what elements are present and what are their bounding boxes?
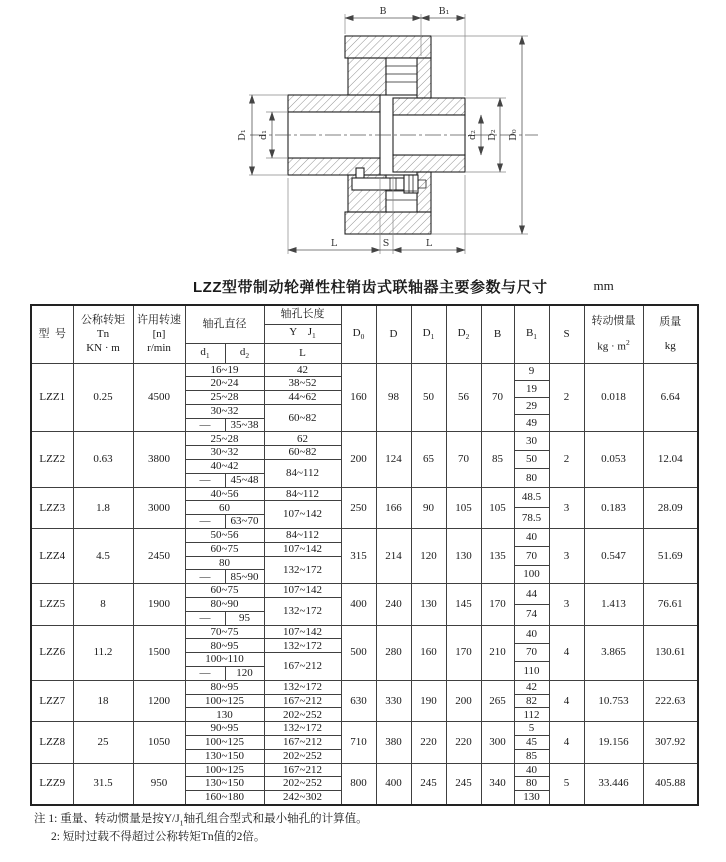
cell-length: 202~252 <box>264 777 341 791</box>
header-L: L <box>264 343 341 363</box>
header-mass-unit: kg <box>664 339 676 352</box>
cell-length: 62 <box>264 432 341 446</box>
b1-value: 29 <box>515 397 549 414</box>
cell-length: 132~172 <box>264 598 341 626</box>
b1-value: 112 <box>515 707 549 721</box>
cell-B: 135 <box>481 529 514 584</box>
page-title: LZZ型带制动轮弹性柱销齿式联轴器主要参数与尺寸 <box>193 278 548 296</box>
cell-length: 107~142 <box>264 501 341 529</box>
cell-length: 60~82 <box>264 446 341 460</box>
cell-length: 132~172 <box>264 639 341 653</box>
cell-speed: 950 <box>133 763 185 805</box>
table-body <box>31 363 698 805</box>
header-inertia-cn: 转动惯量 <box>591 315 636 328</box>
cell-length: 132~172 <box>264 680 341 694</box>
cell-torque: 25 <box>73 722 133 763</box>
b1-value: 48.5 <box>521 491 542 504</box>
cell-speed: 2450 <box>133 529 185 584</box>
header-D0: $D_0$ <box>341 305 376 363</box>
cell-bore-d1: — <box>185 418 225 432</box>
cell-bore-range: 130~150 <box>185 777 264 791</box>
cell-D0: 400 <box>341 584 376 625</box>
cell-torque: 11.2 <box>73 625 133 680</box>
cell-bore-d2: 45~48 <box>225 473 264 487</box>
cell-torque: 1.8 <box>73 487 133 528</box>
cell-D0: 200 <box>341 432 376 487</box>
cell-length: 38~52 <box>264 377 341 391</box>
dim-label-L-right: L <box>425 238 433 249</box>
b1-value: 40 <box>526 763 537 776</box>
cell-D0: 315 <box>341 529 376 584</box>
table-row <box>31 432 698 446</box>
cell-inertia: 0.018 <box>584 363 643 432</box>
cell-bore-range: 60~75 <box>185 584 264 598</box>
b1-value: 45 <box>515 735 549 749</box>
cell-mass: 12.04 <box>643 432 698 487</box>
cell-D: 400 <box>376 763 411 805</box>
cell-length: 202~252 <box>264 708 341 722</box>
table-row <box>31 722 698 736</box>
cell-D2: 105 <box>446 487 481 528</box>
cell-bore-d2: 120 <box>225 667 264 681</box>
table-row <box>31 763 698 777</box>
cell-mass: 222.63 <box>643 680 698 721</box>
footnotes <box>34 811 726 847</box>
cell-bore-d2: 63~70 <box>225 515 264 529</box>
cell-speed: 3800 <box>133 432 185 487</box>
cell-D1: 90 <box>411 487 446 528</box>
cell-model: LZZ3 <box>31 487 73 528</box>
b1-value: 110 <box>515 661 549 679</box>
cell-bore-range: 100~125 <box>185 736 264 750</box>
cell-speed: 3000 <box>133 487 185 528</box>
cell-length: 84~112 <box>264 460 341 488</box>
cell-D1: 190 <box>411 680 446 721</box>
cell-D: 98 <box>376 363 411 432</box>
cell-torque: 4.5 <box>73 529 133 584</box>
cell-torque: 0.63 <box>73 432 133 487</box>
cell-bore-range: 80~95 <box>185 639 264 653</box>
b1-value: 40 <box>526 628 537 641</box>
b1-value: 30 <box>526 434 537 447</box>
cell-torque: 31.5 <box>73 763 133 805</box>
b1-value: 49 <box>515 414 549 431</box>
dim-label-B1: B₁ <box>438 6 450 17</box>
cell-B1 <box>514 584 549 625</box>
dim-label-B: B <box>379 6 387 17</box>
dim-label-S: S <box>382 238 390 249</box>
cell-bore-range: 130~150 <box>185 749 264 763</box>
cell-speed: 1050 <box>133 722 185 763</box>
cell-S: 4 <box>549 722 584 763</box>
cell-D0: 250 <box>341 487 376 528</box>
cell-B1 <box>514 529 549 584</box>
cell-D1: 220 <box>411 722 446 763</box>
b1-value: 40 <box>526 531 537 544</box>
header-torque-unit: KN · m <box>86 342 120 355</box>
cell-D: 214 <box>376 529 411 584</box>
cell-torque: 18 <box>73 680 133 721</box>
cell-length: 44~62 <box>264 391 341 405</box>
cell-torque: 8 <box>73 584 133 625</box>
cell-speed: 1900 <box>133 584 185 625</box>
header-mass-cn: 质量 <box>659 316 682 329</box>
cell-bore-d2: 95 <box>225 611 264 625</box>
cell-D1: 50 <box>411 363 446 432</box>
cell-bore-range: 90~95 <box>185 722 264 736</box>
cell-speed: 1500 <box>133 625 185 680</box>
cell-D1: 160 <box>411 625 446 680</box>
cell-B: 210 <box>481 625 514 680</box>
b1-value: 9 <box>528 365 535 378</box>
header-bore-length: 轴孔长度 <box>264 305 341 324</box>
cell-length: 167~212 <box>264 763 341 777</box>
b1-value: 85 <box>515 749 549 763</box>
cell-D: 166 <box>376 487 411 528</box>
cell-S: 4 <box>549 680 584 721</box>
cell-bore-range: 80 <box>185 556 264 570</box>
cell-inertia: 33.446 <box>584 763 643 805</box>
b1-value: 70 <box>515 643 549 661</box>
header-speed-sym: [n] <box>152 328 166 341</box>
cell-bore-range: 30~32 <box>185 446 264 460</box>
table-row <box>31 680 698 694</box>
table-row <box>31 363 698 377</box>
cell-model: LZZ7 <box>31 680 73 721</box>
cell-S: 3 <box>549 487 584 528</box>
cell-length: 242~302 <box>264 791 341 805</box>
dim-label-D2: D₂ <box>487 129 498 141</box>
cell-D1: 130 <box>411 584 446 625</box>
cell-bore-range: 20~24 <box>185 377 264 391</box>
cell-inertia: 19.156 <box>584 722 643 763</box>
cell-B1 <box>514 722 549 763</box>
table-row <box>31 625 698 639</box>
cell-bore-range: 25~28 <box>185 432 264 446</box>
header-speed <box>133 305 185 363</box>
cell-mass: 28.09 <box>643 487 698 528</box>
cell-model: LZZ6 <box>31 625 73 680</box>
cell-model: LZZ9 <box>31 763 73 805</box>
cell-B: 85 <box>481 432 514 487</box>
header-d2: $d_2$ <box>225 343 264 363</box>
cell-bore-range: 100~110 <box>185 653 264 667</box>
cell-S: 4 <box>549 625 584 680</box>
table-row <box>31 584 698 598</box>
b1-value: 70 <box>515 546 549 564</box>
cell-speed: 4500 <box>133 363 185 432</box>
cell-inertia: 0.547 <box>584 529 643 584</box>
cell-B: 170 <box>481 584 514 625</box>
cell-mass: 307.92 <box>643 722 698 763</box>
cell-length: 84~112 <box>264 529 341 543</box>
cell-inertia: 0.183 <box>584 487 643 528</box>
cell-B1 <box>514 363 549 432</box>
b1-value: 50 <box>515 450 549 468</box>
title-bar <box>0 268 726 304</box>
cell-length: 132~172 <box>264 556 341 584</box>
cell-bore-d2: 35~38 <box>225 418 264 432</box>
cell-length: 167~212 <box>264 694 341 708</box>
cell-B1 <box>514 432 549 487</box>
coupling-section-drawing <box>0 0 726 268</box>
b1-value: 100 <box>515 565 549 583</box>
cell-mass: 405.88 <box>643 763 698 805</box>
header-torque-cn: 公称转矩 <box>81 313 125 326</box>
dim-label-d1: d₁ <box>258 130 269 140</box>
cell-inertia: 3.865 <box>584 625 643 680</box>
cell-D2: 70 <box>446 432 481 487</box>
cell-bore-range: 70~75 <box>185 625 264 639</box>
cell-length: 107~142 <box>264 542 341 556</box>
cell-B: 105 <box>481 487 514 528</box>
header-S: S <box>549 305 584 363</box>
dim-label-D0: D₀ <box>508 129 519 141</box>
b1-value: 130 <box>515 790 549 804</box>
table-row <box>31 529 698 543</box>
cell-D: 280 <box>376 625 411 680</box>
cell-bore-d1: — <box>185 515 225 529</box>
b1-value: 5 <box>528 722 535 735</box>
cell-B1 <box>514 680 549 721</box>
cell-D2: 56 <box>446 363 481 432</box>
cell-inertia: 10.753 <box>584 680 643 721</box>
header-B: B <box>481 305 514 363</box>
header-speed-unit: r/min <box>147 342 171 355</box>
cell-length: 202~252 <box>264 749 341 763</box>
cell-bore-range: 40~56 <box>185 487 264 501</box>
header-YJ1: Y $J_1$ <box>264 324 341 343</box>
cell-D: 380 <box>376 722 411 763</box>
cell-B1 <box>514 625 549 680</box>
cell-bore-d1: — <box>185 667 225 681</box>
cell-bore-range: 60 <box>185 501 264 515</box>
header-d1: $d_1$ <box>185 343 225 363</box>
header-D: D <box>376 305 411 363</box>
cell-torque: 0.25 <box>73 363 133 432</box>
cell-length: 107~142 <box>264 625 341 639</box>
b1-value: 78.5 <box>515 507 549 528</box>
cell-bore-d2: 85~90 <box>225 570 264 584</box>
cell-model: LZZ8 <box>31 722 73 763</box>
b1-value: 80 <box>515 776 549 790</box>
cell-mass: 130.61 <box>643 625 698 680</box>
cell-length: 84~112 <box>264 487 341 501</box>
cell-bore-range: 80~95 <box>185 680 264 694</box>
cell-S: 3 <box>549 529 584 584</box>
cell-D0: 800 <box>341 763 376 805</box>
cell-mass: 76.61 <box>643 584 698 625</box>
table-row <box>31 487 698 501</box>
cell-inertia: 0.053 <box>584 432 643 487</box>
dim-label-L-left: L <box>330 238 338 249</box>
b1-value: 74 <box>515 604 549 625</box>
cell-model: LZZ5 <box>31 584 73 625</box>
cell-bore-range: 50~56 <box>185 529 264 543</box>
cell-D0: 630 <box>341 680 376 721</box>
cell-S: 5 <box>549 763 584 805</box>
cell-bore-d1: — <box>185 611 225 625</box>
b1-value: 82 <box>515 694 549 708</box>
cell-bore-range: 100~125 <box>185 694 264 708</box>
cell-D2: 145 <box>446 584 481 625</box>
cell-B: 265 <box>481 680 514 721</box>
cell-length: 42 <box>264 363 341 377</box>
cell-mass: 6.64 <box>643 363 698 432</box>
cell-bore-range: 40~42 <box>185 460 264 474</box>
cell-D0: 160 <box>341 363 376 432</box>
b1-value: 42 <box>526 680 537 693</box>
cell-D0: 710 <box>341 722 376 763</box>
header-D1: $D_1$ <box>411 305 446 363</box>
cell-S: 2 <box>549 363 584 432</box>
cell-bore-range: 130 <box>185 708 264 722</box>
cell-length: 167~212 <box>264 653 341 681</box>
cell-bore-range: 100~125 <box>185 763 264 777</box>
footnote-1: 注 1: 重量、转动惯量是按$Y/J_1$轴孔组合型式和最小轴孔的计算值。 <box>34 812 368 828</box>
cell-model: LZZ4 <box>31 529 73 584</box>
cell-length: 107~142 <box>264 584 341 598</box>
b1-value: 19 <box>515 380 549 397</box>
cell-bore-d1: — <box>185 570 225 584</box>
cell-length: 167~212 <box>264 736 341 750</box>
cell-speed: 1200 <box>133 680 185 721</box>
cell-D: 124 <box>376 432 411 487</box>
cell-S: 3 <box>549 584 584 625</box>
cell-B: 300 <box>481 722 514 763</box>
cell-D1: 120 <box>411 529 446 584</box>
header-model: 型 号 <box>31 305 73 363</box>
footnote-2: 2: 短时过载不得超过公称转矩Tn值的2倍。 <box>51 831 266 844</box>
header-torque-sym: Tn <box>96 328 110 341</box>
header-bore-diameter: 轴孔直径 <box>185 305 264 343</box>
cell-inertia: 1.413 <box>584 584 643 625</box>
cell-D0: 500 <box>341 625 376 680</box>
cell-bore-range: 60~75 <box>185 542 264 556</box>
cell-B1 <box>514 763 549 805</box>
cell-bore-range: 16~19 <box>185 363 264 377</box>
unit-label: mm <box>593 278 614 293</box>
cell-D2: 130 <box>446 529 481 584</box>
cell-bore-d1: — <box>185 473 225 487</box>
cell-D2: 200 <box>446 680 481 721</box>
cell-bore-range: 30~32 <box>185 404 264 418</box>
cell-S: 2 <box>549 432 584 487</box>
b1-value: 44 <box>526 587 537 600</box>
table-header <box>31 305 698 363</box>
cell-D2: 220 <box>446 722 481 763</box>
cell-B1 <box>514 487 549 528</box>
cell-D1: 65 <box>411 432 446 487</box>
cell-mass: 51.69 <box>643 529 698 584</box>
header-mass <box>643 305 698 363</box>
cell-B: 340 <box>481 763 514 805</box>
cell-D: 330 <box>376 680 411 721</box>
cell-bore-range: 25~28 <box>185 391 264 405</box>
header-D2: $D_2$ <box>446 305 481 363</box>
header-inertia-unit: kg · $m^2$ <box>597 337 630 353</box>
cell-bore-range: 160~180 <box>185 791 264 805</box>
cell-model: LZZ2 <box>31 432 73 487</box>
cell-B: 70 <box>481 363 514 432</box>
cell-D2: 245 <box>446 763 481 805</box>
parameters-table <box>30 304 699 806</box>
header-torque <box>73 305 133 363</box>
b1-value: 80 <box>515 468 549 486</box>
header-inertia <box>584 305 643 363</box>
cell-bore-range: 80~90 <box>185 598 264 612</box>
cell-length: 132~172 <box>264 722 341 736</box>
cell-length: 60~82 <box>264 404 341 432</box>
cell-D1: 245 <box>411 763 446 805</box>
cell-D: 240 <box>376 584 411 625</box>
header-B1: $B_1$ <box>514 305 549 363</box>
header-speed-cn: 许用转速 <box>137 313 181 326</box>
dim-label-D1: D₁ <box>237 129 248 141</box>
dim-label-d2: d₂ <box>467 130 478 140</box>
cell-model: LZZ1 <box>31 363 73 432</box>
cell-D2: 170 <box>446 625 481 680</box>
